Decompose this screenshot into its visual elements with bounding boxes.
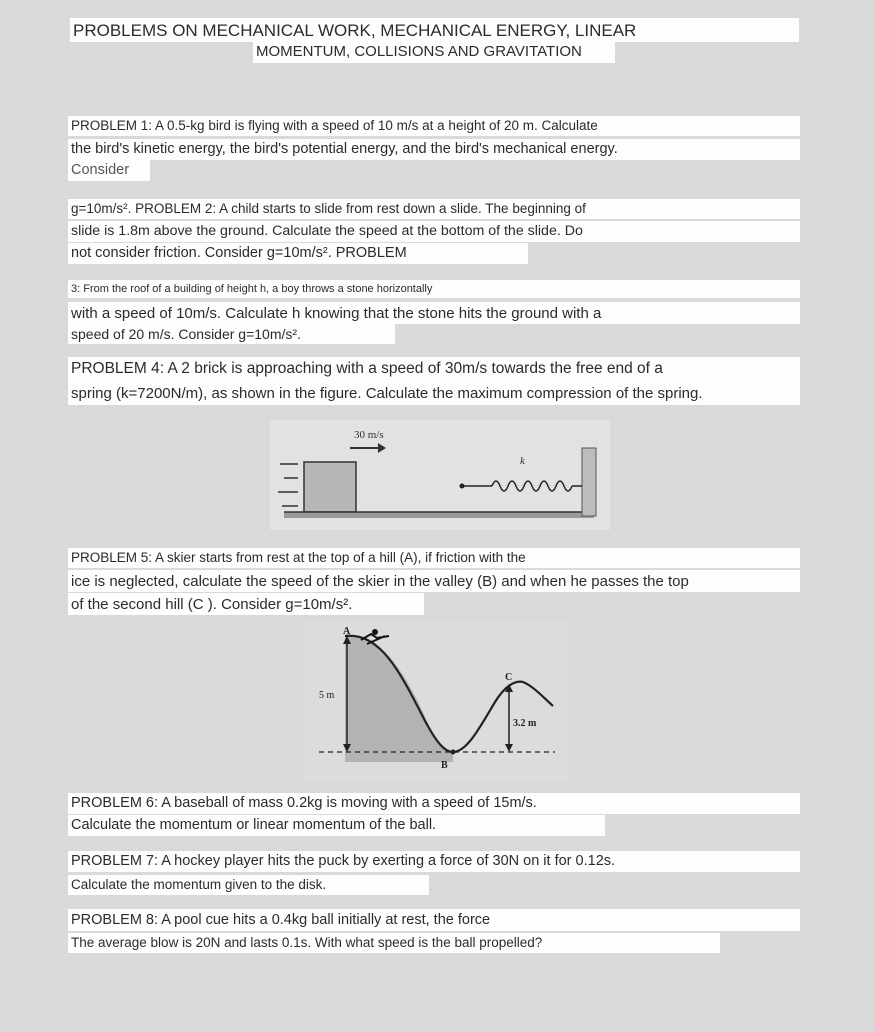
spring-constant-label: k xyxy=(520,455,525,467)
problem-1-line-1: PROBLEM 1: A 0.5-kg bird is flying with a speed of 10 m/s at a height of 20 m. Calculate xyxy=(68,116,800,136)
problem-5-line-3: of the second hill (C ). Consider g=10m/s². xyxy=(68,593,424,615)
page-title-line-2: MOMENTUM, COLLISIONS AND GRAVITATION xyxy=(253,40,615,63)
problem-2-line-3: not consider friction. Consider g=10m/s². PROBLEM xyxy=(68,243,528,264)
ground-surface xyxy=(284,512,594,518)
problem-3-line-2: with a speed of 10m/s. Calculate h knowing that the stone hits the ground with a xyxy=(68,302,800,324)
problem-5-line-1: PROBLEM 5: A skier starts from rest at the top of a hill (A), if friction with the xyxy=(68,548,800,568)
skier-hills-figure xyxy=(305,622,567,782)
point-a-label: A xyxy=(343,626,351,637)
point-c-label: C xyxy=(505,672,513,683)
height-a-label: 5 m xyxy=(319,690,335,701)
problem-6-line-2: Calculate the momentum or linear momentum of the ball. xyxy=(68,815,605,836)
speed-label: 30 m/s xyxy=(354,429,384,441)
problem-7-line-1: PROBLEM 7: A hockey player hits the puck by exerting a force of 30N on it for 0.12s. xyxy=(68,851,800,872)
problem-6-line-1: PROBLEM 6: A baseball of mass 0.2kg is moving with a speed of 15m/s. xyxy=(68,793,800,814)
page-title-line-1: PROBLEMS ON MECHANICAL WORK, MECHANICAL ENERGY, LINEAR xyxy=(70,18,799,42)
problem-8-line-2: The average blow is 20N and lasts 0.1s. With what speed is the ball propelled? xyxy=(68,933,720,953)
brick-icon xyxy=(304,462,356,512)
height-c-label: 3.2 m xyxy=(513,718,537,729)
problem-8-line-1: PROBLEM 8: A pool cue hits a 0.4kg ball initially at rest, the force xyxy=(68,909,800,931)
problem-3-line-1: 3: From the roof of a building of height h, a boy throws a stone horizontally xyxy=(68,280,800,298)
problem-7-line-2: Calculate the momentum given to the disk. xyxy=(68,875,429,895)
problem-4-line-2: spring (k=7200N/m), as shown in the figure. Calculate the maximum compression of the spring. xyxy=(68,381,800,405)
point-b-label: B xyxy=(441,760,448,771)
wall xyxy=(582,448,596,516)
problem-5-line-2: ice is neglected, calculate the speed of the skier in the valley (B) and when he passes the top xyxy=(68,570,800,592)
problem-4-line-1: PROBLEM 4: A 2 brick is approaching with a speed of 30m/s towards the free end of a xyxy=(68,357,800,381)
problem-1-line-3: Consider xyxy=(68,160,150,181)
problem-3-line-3: speed of 20 m/s. Consider g=10m/s². xyxy=(68,324,395,344)
brick-spring-figure xyxy=(270,420,610,530)
problem-1-line-2: the bird's kinetic energy, the bird's potential energy, and the bird's mechanical energy. xyxy=(68,139,800,160)
skier-head xyxy=(372,629,378,635)
problem-2-line-1: g=10m/s². PROBLEM 2: A child starts to slide from rest down a slide. The beginning of xyxy=(68,199,800,219)
problem-2-line-2: slide is 1.8m above the ground. Calculate the speed at the bottom of the slide. Do xyxy=(68,221,800,242)
